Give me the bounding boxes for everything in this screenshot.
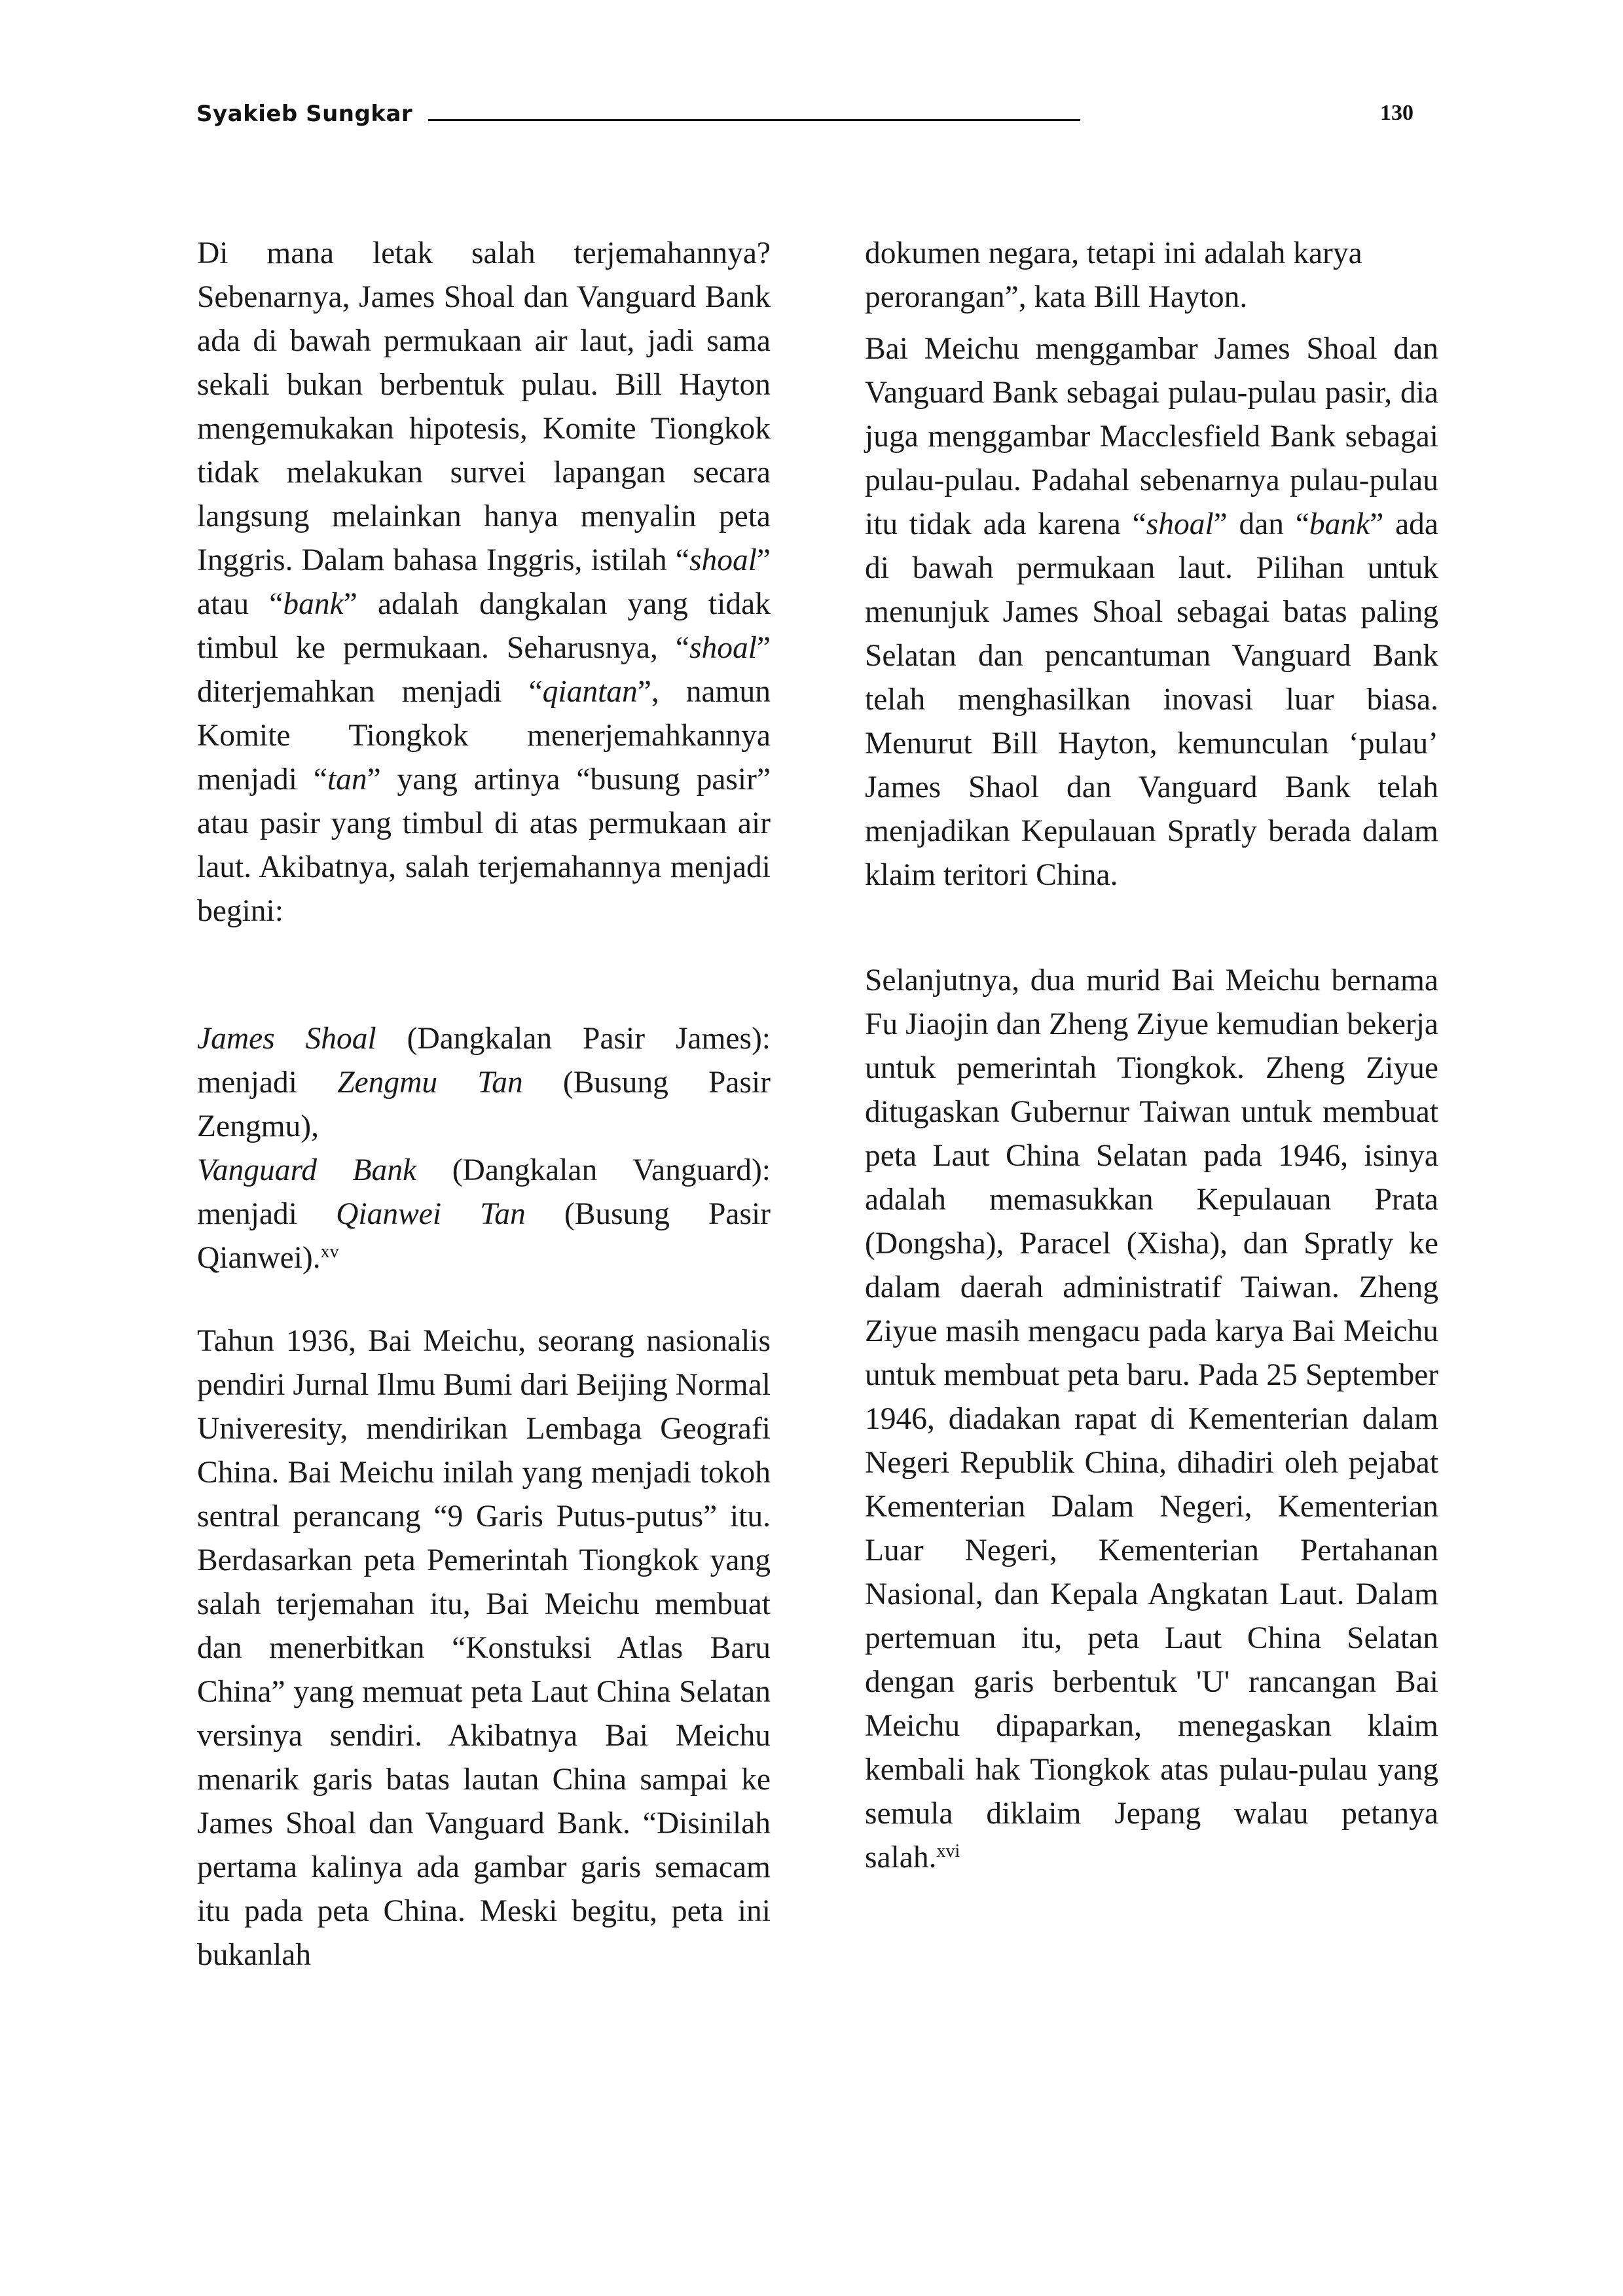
paragraph-translation-error: Di mana letak salah terjemahannya? Sebenarnya, James Shoal dan Vanguard Bank ada di bawah permukaan air laut, jadi sama sekali bukan berbentuk pulau. Bill Hayton mengemukakan hipotesis, Komite Tiongkok tidak melakukan survei lapangan secara langsung melainkan hanya menyalin peta Inggris. Dalam bahasa Inggris, istilah “shoal” atau “bank” adalah dangkalan yang tidak timbul ke permukaan. Seharusnya, “shoal” diterjemahkan menjadi “qiantan”, namun Komite Tiongkok menerjemahkannya menjadi “tan” yang artinya “busung pasir” atau pasir yang timbul di atas permukaan air laut. Akibatnya, salah terjemahannya menjadi begini:: [197, 236, 771, 928]
footnote-marker-xv: xv: [320, 1242, 339, 1262]
left-column: [197, 232, 771, 1977]
paragraph-students-1946: Selanjutnya, dua murid Bai Meichu bernama Fu Jiaojin dan Zheng Ziyue kemudian bekerja untuk pemerintah Tiongkok. Zheng Ziyue ditugaskan Gubernur Taiwan untuk membuat peta Laut China Selatan pada 1946, isinya adalah memasukkan Kepulauan Prata (Dongsha), Paracel (Xisha), dan Spratly ke dalam daerah administratif Taiwan. Zheng Ziyue masih mengacu pada karya Bai Meichu untuk membuat peta baru. Pada 25 September 1946, diadakan rapat di Kementerian dalam Negeri Republik China, dihadiri oleh pejabat Kementerian Dalam Negeri, Kementerian Luar Negeri, Kementerian Pertahanan Nasional, dan Kepala Angkatan Laut. Dalam pertemuan itu, peta Laut China Selatan dengan garis berbentuk 'U' rancangan Bai Meichu dipaparkan, menegaskan klaim kembali hak Tiongkok atas pulau-pulau yang semula diklaim Jepang walau petanya salah.$^{xvi}$: [865, 963, 1438, 1874]
translation-example-list: [197, 1017, 771, 1280]
page-number: 130: [1380, 101, 1413, 125]
paragraph-sand-islands: Bai Meichu menggambar James Shoal dan Vanguard Bank sebagai pulau-pulau pasir, dia juga menggambar Macclesfield Bank sebagai pulau-pulau. Padahal sebenarnya pulau-pulau itu tidak ada karena “shoal” dan “bank” ada di bawah permukaan laut. Pilihan untuk menunjuk James Shoal sebagai batas paling Selatan dan pencantuman Vanguard Bank telah menghasilkan inovasi luar biasa. Menurut Bill Hayton, kemunculan ‘pulau’ James Shaol dan Vanguard Bank telah menjadikan Kepulauan Spratly berada dalam klaim teritori China.: [865, 332, 1439, 892]
translation-example-vanguard-bank: Vanguard Bank (Dangkalan Vanguard): menjadi Qianwei Tan (Busung Pasir Qianwei).$^{xv}$: [197, 1153, 771, 1275]
translation-example-james-shoal: James Shoal (Dangkalan Pasir James): menjadi Zengmu Tan (Busung Pasir Zengmu),: [197, 1022, 771, 1143]
header-rule: [428, 119, 1080, 121]
paragraph-continuation: dokumen negara, tetapi ini adalah karya perorangan”, kata Bill Hayton.: [865, 236, 1362, 314]
paragraph-bai-meichu-1936: Tahun 1936, Bai Meichu, seorang nasionalis pendiri Jurnal Ilmu Bumi dari Beijing Normal Univeresity, mendirikan Lembaga Geografi China. Bai Meichu inilah yang menjadi tokoh sentral perancang “9 Garis Putus-putus” itu. Berdasarkan peta Pemerintah Tiongkok yang salah terjemahan itu, Bai Meichu membuat dan menerbitkan “Konstuksi Atlas Baru China” yang memuat peta Laut China Selatan versinya sendiri. Akibatnya Bai Meichu menarik garis batas lautan China sampai ke James Shoal dan Vanguard Bank. “Disinilah pertama kalinya ada gambar garis semacam itu pada peta China. Meski begitu, peta ini bukanlah: [197, 1324, 771, 1972]
right-column: [865, 232, 1438, 1880]
header-author: Syakieb Sungkar: [196, 101, 413, 127]
footnote-marker-xvi: xvi: [936, 1841, 960, 1861]
